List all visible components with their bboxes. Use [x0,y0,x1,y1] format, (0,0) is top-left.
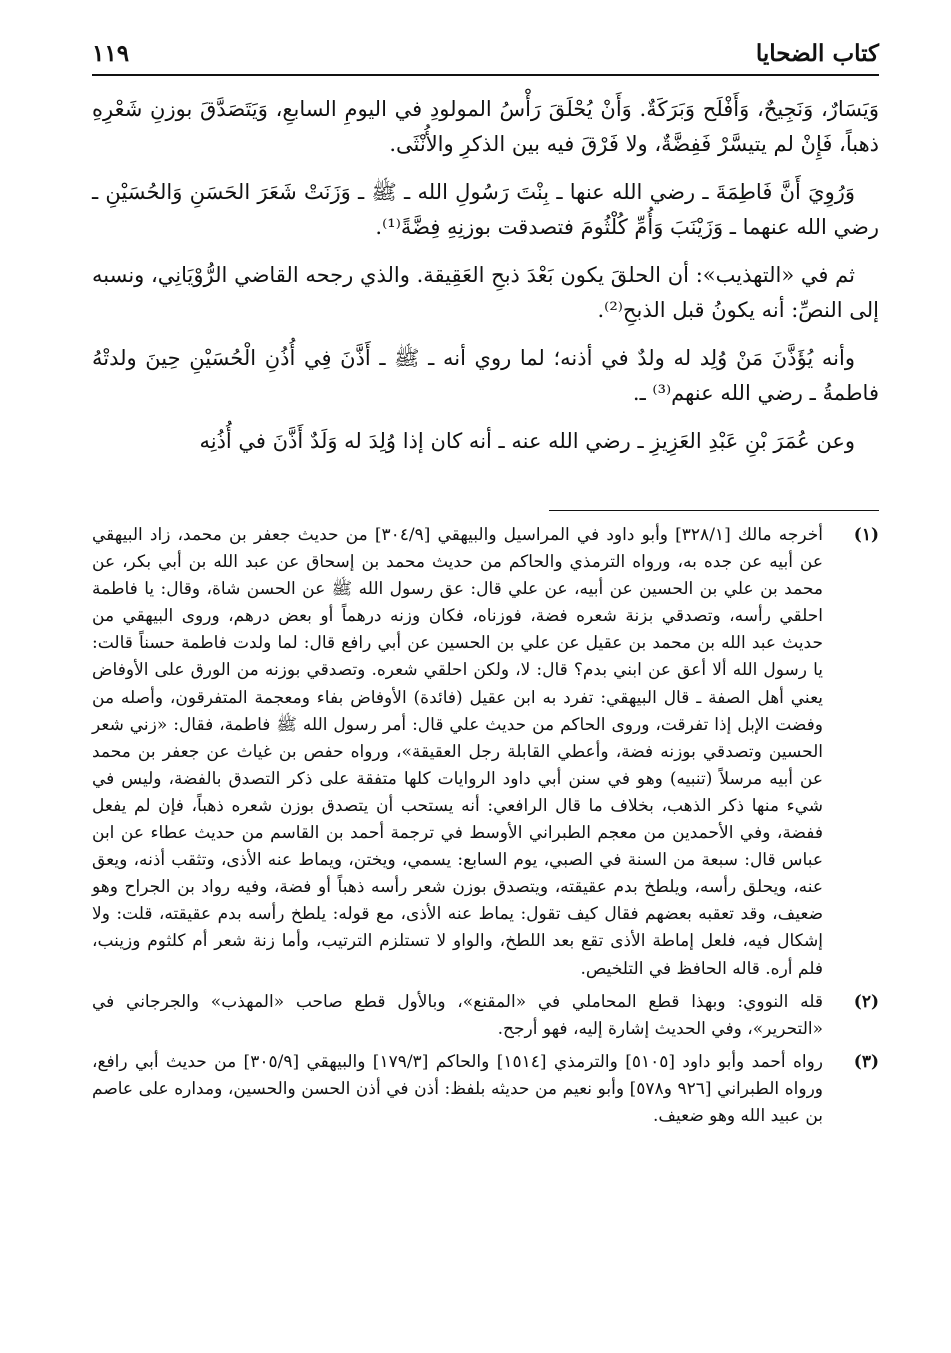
paragraph: وأنه يُؤَذَّنَ مَنْ وُلِد له ولدٌ في أذنه؛ لما روي أنه ـ ﷺ ـ أَذَّنَ فِي أُذُنِ الْحُسَيْنِ حِينَ ولدتْهُ فاطمةُ ـ رضي الله عنهم⁽³⁾ ـ. [92,346,879,405]
header-rule [92,74,879,76]
footnotes [92,522,879,1136]
footnote-separator [549,510,879,511]
footnote-number: (٢) [853,991,879,1012]
paragraph: ثم في «التهذيب»: أن الحلقَ يكون بَعْدَ ذبحِ العَقِيقة. والذي رجحه القاضي الرُّوْيَانِي، ونسبه إلى النصِّ: أنه يكونُ قبل الذبحِ⁽²⁾. [92,263,879,322]
paragraph: وعن عُمَرَ بْنِ عَبْدِ العَزِيزِ ـ رضي الله عنه ـ أنه كان إذا وُلِدَ له وَلَدٌ أَذَّنَ في أُذُنِه [199,429,855,453]
page-number: ١١٩ [92,40,130,67]
paragraph: وَرُوِيَ أَنَّ فَاطِمَةَ ـ رضي الله عنها ـ بِنْتَ رَسُولِ الله ـ ﷺ ـ وَزَنَتْ شَعَرَ الحَسَنِ وَالحُسَيْنِ ـ رضي الله عنهما ـ وَزَيْنَبَ وَأُمِّ كُلْثُومَ فتصدقت بوزنِهِ فِضَّةً⁽¹⁾. [92,180,879,239]
footnote-text: أخرجه مالك [٣٢٨/١] وأبو داود في المراسيل والبيهقي [٣٠٤/٩] من حديث جعفر بن محمد، زاد البيهقي عن أبيه عن جده به، ورواه الترمذي والحاكم من حديث محمد بن إسحاق عن عبد الله بن أبي بكر، عن محمد بن علي بن الحسين عن أبيه، عن علي قال: عق رسول الله ﷺ عن الحسن شاة، وقال: يا فاطمة احلقي رأسه، وتصدقي بزنة شعره فضة، فوزناه، فكان وزنه درهماً أو بعض درهم، وروى البيهقي من حديث عبد الله بن محمد بن عقيل عن علي بن الحسين عن أبي رافع قال: لما ولدت فاطمة حسناً قالت: يا رسول الله ألا أعق عن ابني بدم؟ قال: لا، ولكن احلقي شعره. وتصدقي بوزنه من الورق على الأوفاض يعني أهل الصفة ـ قال البيهقي: تفرد به ابن عقيل (فائدة) الأوفاض بفاء ومعجمة المتفرقون، وأصله من وفضت الإبل إذا تفرقت، وروى الحاكم من حديث علي قال: أمر رسول الله ﷺ فاطمة، فقال: «زني شعر الحسين وتصدقي بوزنه فضة، وأعطي القابلة رجل العقيقة»، ورواه حفص بن غياث عن جعفر بن محمد عن أبيه مرسلاً (تنبيه) وهو في سنن أبي داود الروايات كلها متفقة على ذكر التصدق بالفضة، وليس في شيء منها ذكر الذهب، بخلاف ما قال الرافعي: أنه يستحب أن يتصدق بوزن شعره ذهباً، فإن لم يفعل ففضة، وفي الأحمدين من معجم الطبراني الأوسط في ترجمة أحمد بن القاسم من حديث عطاء عن ابن عباس قال: سبعة من السنة في الصبي، يوم السابع: يسمي، ويختن، ويماط عنه الأذى، وتثقب أذنه، ويعق عنه، ويحلق رأسه، ويلطخ بدم عقيقته، ويتصدق بوزن شعر رأسه ذهباً أو فضة، وفيه رواد بن الجراح وهو ضعيف، وقد تعقبه بعضهم فقال كيف تقول: يماط عنه الأذى، مع قوله: يلطخ رأسه بدم عقيقته، قلت: ولا إشكال فيه، فلعل إماطة الأذى تقع بعد اللطخ، والواو لا تستلزم الترتيب، وأما زنة شعر أم كلثوم وزينب، فلم أره. قاله الحافظ في التلخيص. [92,525,824,979]
footnote-number: (٣) [853,1051,879,1072]
main-text [92,92,879,472]
footnote-number: (١) [853,525,879,545]
chapter-title: كتاب الضحايا [755,40,879,67]
running-header [92,38,879,74]
paragraph: وَيَسَارٌ، وَنَجِيحٌ، وَأَفْلَح وَبَرَكَةٌ. وَأَنْ يُحْلَقَ رَأْسُ المولودِ في اليومِ السابعِ، وَيَتَصَدَّقَ بوزنِ شَعْرِهِ ذهباً، فَإِنْ لم يتيسَّرْ فَفِضَّةٌ، ولا فَرْقَ فيه بين الذكرِ والأُنْثَى. [92,97,879,156]
footnote [92,989,879,1043]
footnote [92,522,879,983]
footnote-text: قله النووي: وبهذا قطع المحاملي في «المقنع»، وبالأول قطع صاحب «المهذب» والجرجاني في «التحرير»، وفي الحديث إشارة إليه، فهو أرجح. [92,991,823,1039]
footnote [92,1049,879,1130]
footnote-text: رواه أحمد وأبو داود [٥١٠٥] والترمذي [١٥١٤] والحاكم [١٧٩/٣] والبيهقي [٣٠٥/٩] من حديث أبي رافع، ورواه الطبراني [٩٢٦ و٥٧٨] وأبو نعيم من حديثه بلفظ: أذن في أذن الحسن والحسين، ومداره على عاصم بن عبيد الله وهو ضعيف. [92,1051,823,1126]
